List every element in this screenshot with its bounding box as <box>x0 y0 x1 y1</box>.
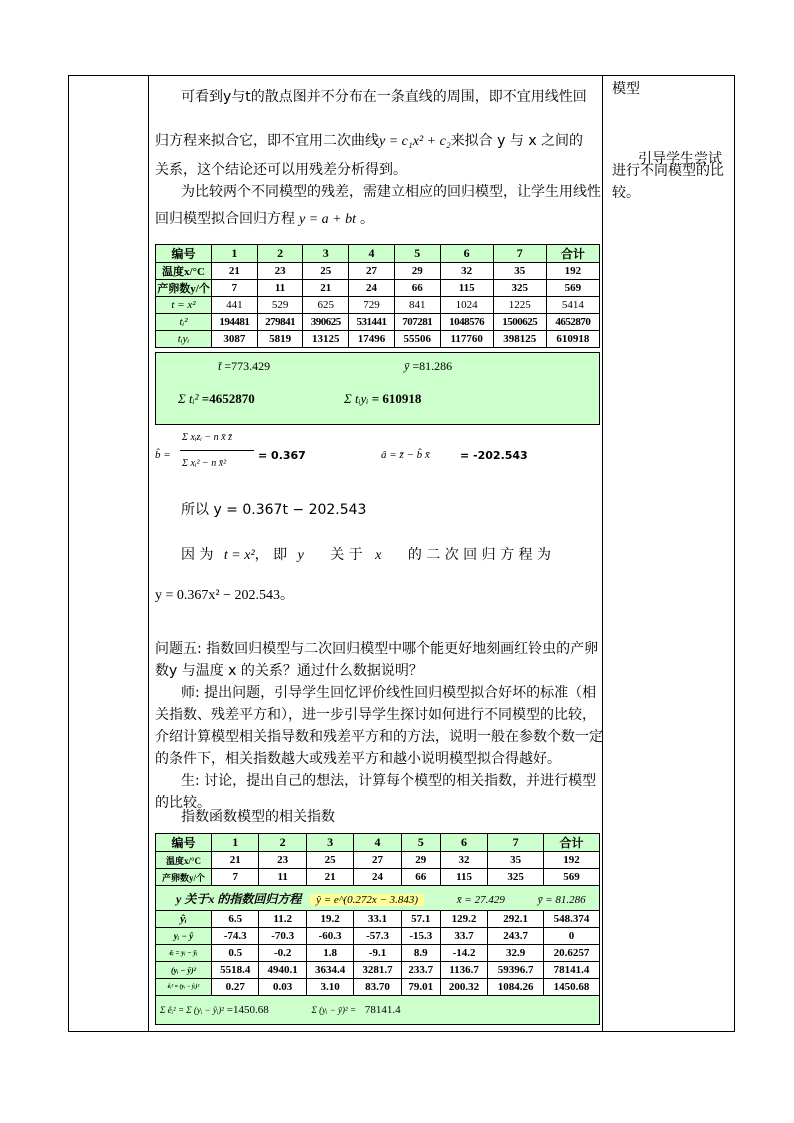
table2-cell: 192 <box>544 852 600 869</box>
sum2-value: 78141.4 <box>364 1004 401 1016</box>
table2-cell: 79.01 <box>401 979 440 996</box>
linear-formula: y = a + bt <box>299 212 356 227</box>
table2-cell: 产卵数y/个 <box>156 869 212 886</box>
table1-cell: 841 <box>394 297 440 314</box>
table2-cell: -9.1 <box>354 945 401 962</box>
table2-cell: 3.10 <box>306 979 353 996</box>
table2-cell: 548.374 <box>544 911 600 928</box>
table1-header-row <box>156 245 600 263</box>
sum2-expr: Σ (yᵢ − ȳ)² = <box>311 1005 357 1015</box>
table1-row-ty <box>156 331 600 348</box>
table1-cell: 194481 <box>212 314 258 331</box>
table1-header-cell: 6 <box>440 245 493 263</box>
table2-header-cell: 2 <box>259 834 306 852</box>
table1-cell: 5414 <box>546 297 599 314</box>
question-line8: 的比较。 <box>155 795 211 811</box>
table2-cell: 32.9 <box>488 945 544 962</box>
banner-ybar: ȳ = 81.286 <box>537 893 586 906</box>
table1-cell: 707281 <box>394 314 440 331</box>
table1-header-cell: 3 <box>303 245 349 263</box>
table1-row-t <box>156 297 600 314</box>
table1-cell: 4652870 <box>546 314 599 331</box>
table1-cell: 25 <box>303 263 349 280</box>
table2-cell: 59396.7 <box>488 962 544 979</box>
table2-header-cell: 合计 <box>544 834 600 852</box>
banner-equation: ŷ = e^(0.272x − 3.843) <box>310 894 424 906</box>
bhat-denominator: Σ xᵢ² − n x̄² <box>182 458 227 469</box>
table2-cell: 1136.7 <box>440 962 487 979</box>
result-ji: ， 即 <box>254 547 288 563</box>
table2-cell: 11 <box>259 869 306 886</box>
table2-cell: 3634.4 <box>306 962 353 979</box>
banner-xbar: x̄ = 27.429 <box>456 893 505 906</box>
table2-cell: (yᵢ − ȳ)² <box>156 962 212 979</box>
table1-cell: tᵢyᵢ <box>156 331 212 348</box>
ahat-value: = -202.543 <box>460 449 528 462</box>
table1-cell: 产卵数y/个 <box>156 280 212 297</box>
intro-line3: 关系，这个结论还可以用残差分析得到。 <box>155 162 407 178</box>
table1-summary-box <box>155 352 600 425</box>
table1-cell: 7 <box>212 280 258 297</box>
result-line3: y = 0.367x² − 202.543。 <box>155 588 294 603</box>
table1-cell: 531441 <box>349 314 395 331</box>
table2-header-cell: 5 <box>401 834 440 852</box>
intro-line1: 可看到y与t的散点图并不分布在一条直线的周围，即不宜用线性回 <box>181 89 587 105</box>
ybar-label: ȳ <box>404 359 410 373</box>
table1-header-cell: 7 <box>493 245 546 263</box>
table1-header-cell: 4 <box>349 245 395 263</box>
bhat-label: b̂ = <box>155 449 171 461</box>
table1-cell: t = x² <box>156 297 212 314</box>
table2-cell: 1.8 <box>306 945 353 962</box>
table1-cell: 1225 <box>493 297 546 314</box>
bhat-fraction-bar <box>180 450 254 451</box>
column-divider-left <box>148 76 149 1031</box>
table1-cell: 192 <box>546 263 599 280</box>
table2-row-eggs <box>156 869 600 886</box>
result-y: y <box>297 548 304 563</box>
table2-cell: -60.3 <box>306 928 353 945</box>
table1-cell: 115 <box>440 280 493 297</box>
result-t-eq: t = x² <box>223 548 255 563</box>
table2-cell: 129.2 <box>440 911 487 928</box>
table2-cell: 0.5 <box>212 945 259 962</box>
table2-cell: 200.32 <box>440 979 487 996</box>
table2-sum-row <box>156 996 600 1025</box>
table2-banner-row <box>156 886 600 911</box>
tbar-label: t̄ <box>218 359 222 373</box>
data-table-1 <box>155 244 600 348</box>
table2-cell: 243.7 <box>488 928 544 945</box>
table2-cell: êᵢ = yᵢ − ŷᵢ <box>156 945 212 962</box>
intro-line4: 为比较两个不同模型的残差，需建立相应的回归模型，让学生用线性 <box>181 184 601 200</box>
table1-cell: 66 <box>394 280 440 297</box>
table1-cell: 1024 <box>440 297 493 314</box>
table1-cell: 27 <box>349 263 395 280</box>
table2-header-cell: 编号 <box>156 834 212 852</box>
table2-cell: 0.03 <box>259 979 306 996</box>
table1-header-cell: 1 <box>212 245 258 263</box>
table2-header-row <box>156 834 600 852</box>
table2-cell: 20.6257 <box>544 945 600 962</box>
table1-header-cell: 2 <box>257 245 303 263</box>
question-line3: 师: 提出问题，引导学生回忆评价线性回归模型拟合好坏的标准（相 <box>181 685 597 701</box>
table2-cell: 66 <box>401 869 440 886</box>
sum-ty-label: Σ tᵢyᵢ <box>344 391 369 406</box>
table2-cell: 8.9 <box>401 945 440 962</box>
result-x: x <box>375 548 382 563</box>
quadratic-formula: y = c₁x² + c₂ <box>379 134 451 149</box>
table1-cell: 390625 <box>303 314 349 331</box>
table1-cell: 441 <box>212 297 258 314</box>
table2-cell: 33.1 <box>354 911 401 928</box>
table2-cell: 5518.4 <box>212 962 259 979</box>
table2-cell: ŷᵢ <box>156 911 212 928</box>
sum-ty <box>344 391 421 407</box>
table1-cell: 35 <box>493 263 546 280</box>
table2-header-cell: 1 <box>212 834 259 852</box>
table1-cell: 21 <box>303 280 349 297</box>
table2-cell: yᵢ − ȳ <box>156 928 212 945</box>
table1-cell: 625 <box>303 297 349 314</box>
table2-cell: -74.3 <box>212 928 259 945</box>
table1-cell: 398125 <box>493 331 546 348</box>
table1-cell: 17496 <box>349 331 395 348</box>
intro-line2-text: 归方程来拟合它，即不宜用二次曲线 <box>155 133 379 149</box>
table2-cell: 33.7 <box>440 928 487 945</box>
table2-cell: 1450.68 <box>544 979 600 996</box>
question-line5: 介绍计算模型相关指导数和残差平方和的方法，说明一般在参数个数一定 <box>155 729 603 745</box>
table2-cell: 292.1 <box>488 911 544 928</box>
table2-cell: 35 <box>488 852 544 869</box>
table2-cell: 0.27 <box>212 979 259 996</box>
question-line6: 的条件下，相关指数越大或残差平方和越小说明模型拟合得越好。 <box>155 751 561 767</box>
sum-ty-value: = 610918 <box>371 391 422 406</box>
table1-cell: 529 <box>257 297 303 314</box>
question-line2: 数y 与温度 x 的关系？通过什么数据说明？ <box>155 663 423 679</box>
table2-header-cell: 6 <box>440 834 487 852</box>
question-line4: 关指数、残差平方和），进一步引导学生探讨如何进行不同模型的比较， <box>155 707 596 723</box>
table1-cell: 55506 <box>394 331 440 348</box>
table2-cell: 温度x/°C <box>156 852 212 869</box>
table2-cell: -0.2 <box>259 945 306 962</box>
table1-cell: 729 <box>349 297 395 314</box>
result-quad-eq: 的 二 次 回 归 方 程 为 <box>407 547 551 563</box>
banner-label: y 关于x 的指数回归方程 <box>176 891 302 906</box>
table2-row-resid2 <box>156 979 600 996</box>
table1-header-cell: 编号 <box>156 245 212 263</box>
table2-cell: 83.70 <box>354 979 401 996</box>
table2-cell: 4940.1 <box>259 962 306 979</box>
intro-line2-tail: 来拟合 y 与 x 之间的 <box>450 133 584 149</box>
sum-t2 <box>178 391 255 407</box>
sum-t2-label: Σ tᵢ² <box>178 391 199 406</box>
table1-cell: 1500625 <box>493 314 546 331</box>
result-line2 <box>181 545 596 566</box>
table2-banner <box>156 886 600 911</box>
table1-cell: 117760 <box>440 331 493 348</box>
table2-row-ydev2 <box>156 962 600 979</box>
table2-cell: 569 <box>544 869 600 886</box>
table2-cell: -15.3 <box>401 928 440 945</box>
ybar-value: =81.286 <box>412 359 453 373</box>
table2-row-ydev <box>156 928 600 945</box>
table1-cell: 5819 <box>257 331 303 348</box>
question-line9: 指数函数模型的相关指数 <box>181 809 335 825</box>
table2-cell: 3281.7 <box>354 962 401 979</box>
table2-cell: 325 <box>488 869 544 886</box>
table2-cell: 27 <box>354 852 401 869</box>
table1-cell: 32 <box>440 263 493 280</box>
intro-line2 <box>155 131 583 152</box>
table2-cell: -57.3 <box>354 928 401 945</box>
ahat-expr: â = z̄ − b̂ x̄ <box>381 449 430 461</box>
table1-cell: 569 <box>546 280 599 297</box>
table1-cell: 3087 <box>212 331 258 348</box>
table2-cell: -70.3 <box>259 928 306 945</box>
table1-cell: 279841 <box>257 314 303 331</box>
table2-cell: 115 <box>440 869 487 886</box>
column-divider-right <box>602 76 603 1031</box>
table2-cell: 25 <box>306 852 353 869</box>
table1-cell: 23 <box>257 263 303 280</box>
question-line1: 问题五: 指数回归模型与二次回归模型中哪个能更好地刻画红铃虫的产卵 <box>155 641 599 657</box>
table2-header-cell: 4 <box>354 834 401 852</box>
right-note-line3: 较。 <box>612 185 640 201</box>
table1-cell: 29 <box>394 263 440 280</box>
table1-row-eggs <box>156 280 600 297</box>
table2-cell: 11.2 <box>259 911 306 928</box>
table1-row-t2 <box>156 314 600 331</box>
table2-cell: 1084.26 <box>488 979 544 996</box>
data-table-2 <box>155 833 600 1025</box>
sum-t2-value: =4652870 <box>201 391 255 406</box>
table2-cell: 23 <box>259 852 306 869</box>
right-note-model: 模型 <box>612 81 640 97</box>
table1-cell: 610918 <box>546 331 599 348</box>
table2-cell: 32 <box>440 852 487 869</box>
table2-cell: 6.5 <box>212 911 259 928</box>
table2-cell: 21 <box>212 852 259 869</box>
table1-cell: 21 <box>212 263 258 280</box>
tbar-value: =773.429 <box>224 359 271 373</box>
table2-row-temp <box>156 852 600 869</box>
intro-line5-text: 回归模型拟合回归方程 <box>155 211 295 227</box>
table1-cell: tᵢ² <box>156 314 212 331</box>
ybar <box>404 359 452 374</box>
table2-cell: êᵢ² = (yᵢ − ŷᵢ)² <box>156 979 212 996</box>
result-about: 关 于 <box>330 547 363 563</box>
table1-cell: 13125 <box>303 331 349 348</box>
bhat-numerator: Σ xᵢzᵢ − n x̄ z̄ <box>182 432 233 443</box>
table2-header-cell: 3 <box>306 834 353 852</box>
table2-cell: 78141.4 <box>544 962 600 979</box>
table2-header-cell: 7 <box>488 834 544 852</box>
table2-cell: 57.1 <box>401 911 440 928</box>
table2-cell: 0 <box>544 928 600 945</box>
table1-header-cell: 合计 <box>546 245 599 263</box>
table1-cell: 温度x/°C <box>156 263 212 280</box>
question-line7: 生: 讨论，提出自己的想法，计算每个模型的相关指数，并进行模型 <box>181 773 597 789</box>
table1-cell: 325 <box>493 280 546 297</box>
tbar <box>218 359 270 374</box>
table2-cell: 24 <box>354 869 401 886</box>
result-line1: 所以 y = 0.367t − 202.543 <box>181 502 367 518</box>
table1-cell: 11 <box>257 280 303 297</box>
bhat-value: = 0.367 <box>258 449 306 462</box>
sum1-expr: Σ êᵢ² = Σ (yᵢ − ŷᵢ)² <box>160 1005 224 1015</box>
table2-cell: 233.7 <box>401 962 440 979</box>
table2-cell: 29 <box>401 852 440 869</box>
table2-row-yhat <box>156 911 600 928</box>
table1-cell: 24 <box>349 280 395 297</box>
table2-cell: 19.2 <box>306 911 353 928</box>
table1-header-cell: 5 <box>394 245 440 263</box>
table1-cell: 1048576 <box>440 314 493 331</box>
right-note-line2: 进行不同模型的比 <box>612 163 724 179</box>
table2-sums <box>156 996 600 1025</box>
table2-cell: -14.2 <box>440 945 487 962</box>
result-because: 因 为 <box>181 547 214 563</box>
table1-row-temp <box>156 263 600 280</box>
table2-cell: 7 <box>212 869 259 886</box>
intro-line5 <box>155 209 374 230</box>
table2-cell: 21 <box>306 869 353 886</box>
intro-line5-tail: 。 <box>360 211 374 227</box>
right-note-line1: 引导学生尝试 <box>638 151 722 167</box>
table2-row-residual <box>156 945 600 962</box>
sum1-value: =1450.68 <box>226 1004 269 1016</box>
